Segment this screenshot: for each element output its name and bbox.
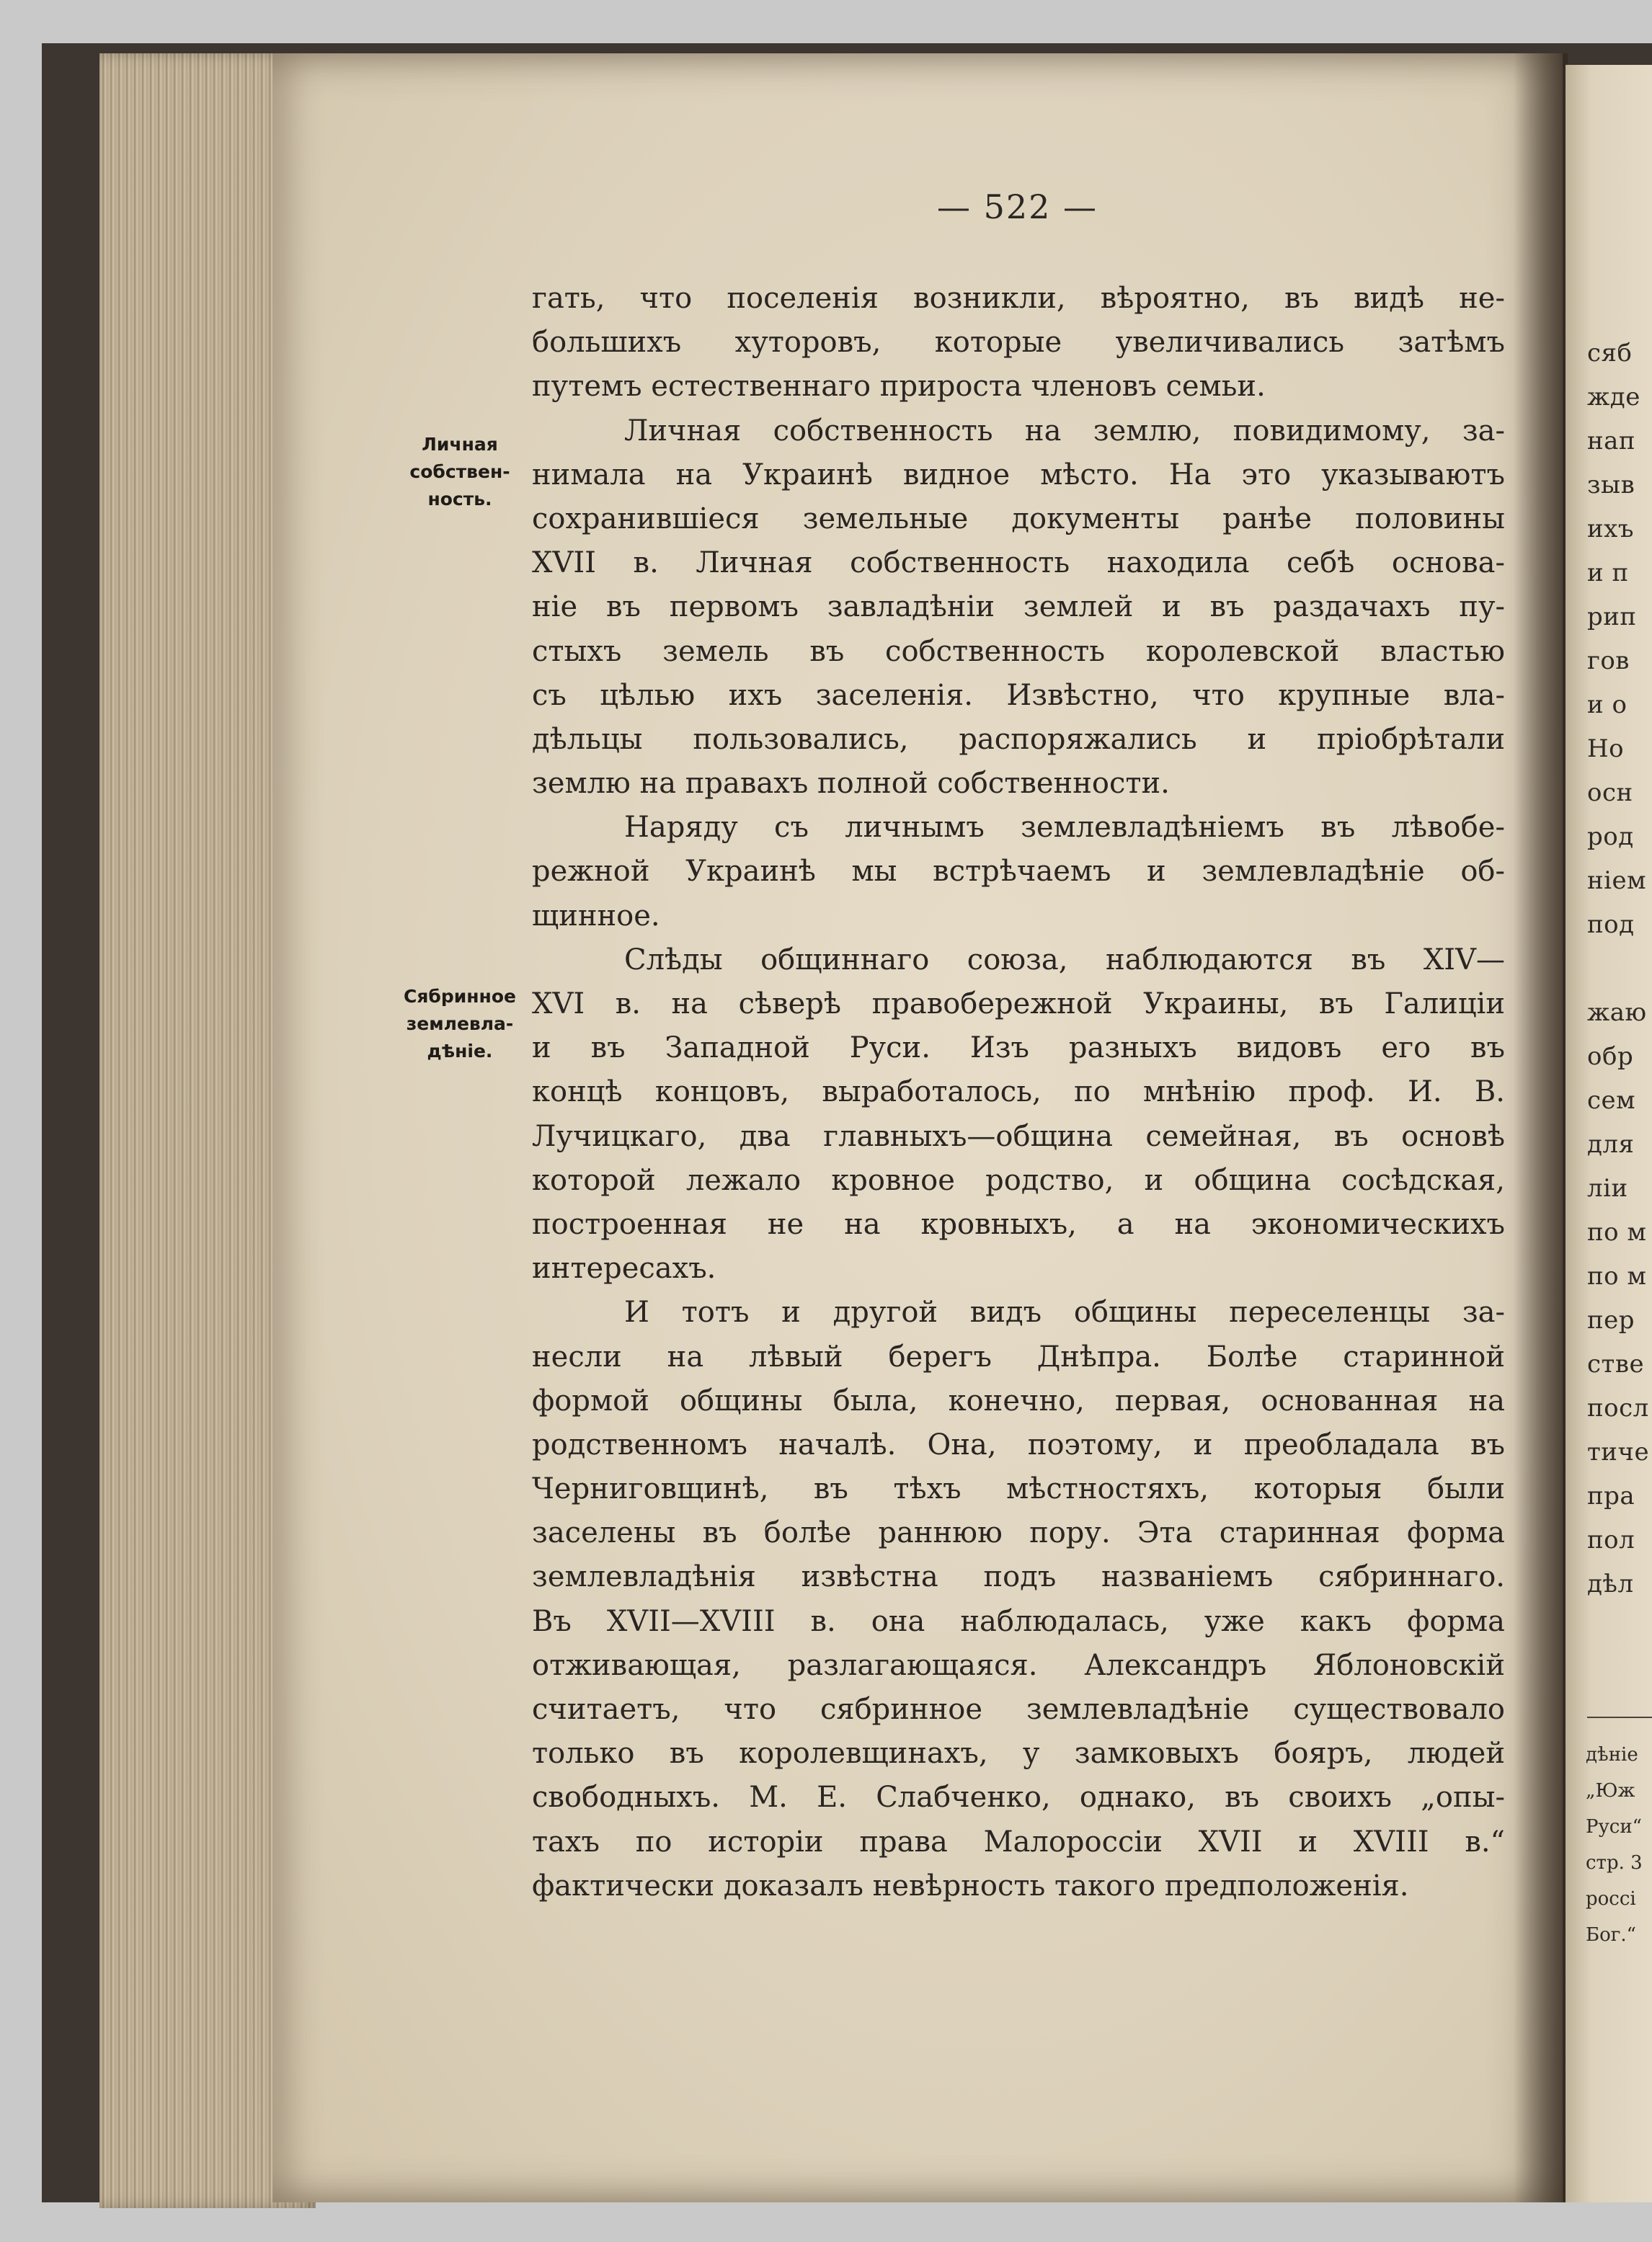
text-line: Наряду съ личнымъ землевладѣніемъ въ лѣвобе- bbox=[624, 811, 1505, 845]
next-page-text-fragment: осн bbox=[1587, 778, 1633, 807]
next-page-text-fragment: пер bbox=[1587, 1306, 1635, 1335]
next-page-text-fragment: сем bbox=[1587, 1086, 1636, 1115]
text-line: фактически доказалъ невѣрность такого предположенія. bbox=[532, 1869, 1409, 1903]
next-page-text-fragment: Но bbox=[1587, 734, 1625, 763]
text-line: родственномъ началѣ. Она, поэтому, и преобладала въ bbox=[532, 1428, 1505, 1462]
page-number: — 522 — bbox=[937, 187, 1098, 226]
next-page-text-fragment: дѣл bbox=[1587, 1570, 1634, 1598]
text-line: дѣльцы пользовались, распоряжались и пріобрѣтали bbox=[532, 722, 1505, 756]
margin-note-line: собствен- bbox=[409, 461, 510, 482]
text-line: щинное. bbox=[532, 899, 660, 933]
text-line: съ цѣлью ихъ заселенія. Извѣстно, что крупные вла- bbox=[532, 678, 1505, 712]
footnote-rule bbox=[1587, 1717, 1652, 1718]
text-line: сохранившіеся земельные документы ранѣе половины bbox=[532, 502, 1505, 535]
text-line: стыхъ земель въ собственность королевской властью bbox=[532, 634, 1505, 668]
next-page-text-fragment: лiи bbox=[1587, 1174, 1628, 1203]
next-page-text-fragment: обр bbox=[1587, 1042, 1634, 1071]
text-line: и въ Западной Руси. Изъ разныхъ видовъ его въ bbox=[532, 1031, 1505, 1065]
text-line: И тотъ и другой видъ общины переселенцы за- bbox=[624, 1296, 1505, 1330]
next-page-text-fragment: пол bbox=[1587, 1526, 1635, 1554]
text-line: интересахъ. bbox=[532, 1252, 716, 1286]
text-line: Личная собственность на землю, повидимому, за- bbox=[624, 414, 1505, 448]
text-line: которой лежало кровное родство, и община сосѣдская, bbox=[532, 1163, 1505, 1197]
next-page-text-fragment: для bbox=[1587, 1130, 1635, 1159]
next-page-footnote-fragment: Бог.“ bbox=[1586, 1924, 1636, 1946]
text-line: ніе въ первомъ завладѣніи землей и въ раздачахъ пу- bbox=[532, 590, 1505, 624]
text-line: Слѣды общиннаго союза, наблюдаются въ XIV— bbox=[624, 943, 1505, 977]
next-page-text-fragment: жде bbox=[1587, 383, 1640, 412]
next-page-text-fragment: ихъ bbox=[1587, 515, 1634, 543]
next-page-fragment bbox=[1566, 65, 1652, 2202]
next-page-text-fragment: рип bbox=[1587, 602, 1637, 631]
text-line: XVII в. Личная собственность находила себѣ основа- bbox=[532, 546, 1505, 580]
text-line: Черниговщинѣ, въ тѣхъ мѣстностяхъ, которыя были bbox=[532, 1472, 1505, 1506]
next-page-text-fragment: жаю bbox=[1587, 998, 1647, 1027]
margin-note-line: землевла- bbox=[406, 1013, 514, 1034]
margin-note-personal-property bbox=[388, 431, 532, 513]
text-line: несли на лѣвый берегъ Днѣпра. Болѣе старинной bbox=[532, 1340, 1505, 1374]
text-line: отживающая, разлагающаяся. Александръ Яблоновскій bbox=[532, 1648, 1505, 1682]
next-page-text-fragment: сяб bbox=[1587, 339, 1633, 368]
book-gutter-shadow bbox=[1514, 53, 1568, 2202]
text-line: только въ королевщинахъ, у замковыхъ бояръ, людей bbox=[532, 1737, 1505, 1771]
next-page-footnote-fragment: „Юж bbox=[1586, 1780, 1635, 1802]
next-page-footnote-fragment: россi bbox=[1586, 1888, 1636, 1910]
next-page-text-fragment: нап bbox=[1587, 427, 1636, 455]
margin-note-sabrinnoe bbox=[388, 983, 532, 1065]
next-page-text-fragment: зыв bbox=[1587, 471, 1635, 499]
text-line: Лучицкаго, два главныхъ—община семейная, въ основѣ bbox=[532, 1119, 1505, 1153]
next-page-text-fragment: пра bbox=[1587, 1482, 1635, 1511]
next-page-text-fragment: род bbox=[1587, 822, 1634, 851]
next-page-text-fragment: по м bbox=[1587, 1262, 1647, 1291]
next-page-footnote-fragment: Руси“ bbox=[1586, 1816, 1642, 1838]
text-line: режной Украинѣ мы встрѣчаемъ и землевладѣніе об- bbox=[532, 855, 1505, 889]
margin-note-line: Сябринное bbox=[404, 986, 516, 1007]
text-line: землевладѣнія извѣстна подъ названіемъ сябриннаго. bbox=[532, 1560, 1505, 1594]
margin-note-line: ность. bbox=[427, 489, 492, 510]
next-page-text-fragment: под bbox=[1587, 910, 1635, 939]
next-page-text-fragment: гов bbox=[1587, 646, 1630, 675]
text-line: нимала на Украинѣ видное мѣсто. На это указываютъ bbox=[532, 458, 1505, 491]
next-page-text-fragment: по м bbox=[1587, 1218, 1647, 1247]
text-line: путемъ естественнаго прироста членовъ семьи. bbox=[532, 370, 1266, 404]
next-page-text-fragment: и о bbox=[1587, 690, 1627, 719]
next-page-text-fragment: посл bbox=[1587, 1394, 1649, 1423]
next-page-text-fragment: и п bbox=[1587, 559, 1629, 587]
text-line: заселены въ болѣе раннюю пору. Эта старинная форма bbox=[532, 1516, 1505, 1550]
next-page-text-fragment: тичe bbox=[1587, 1438, 1650, 1467]
text-line: гать, что поселенія возникли, вѣроятно, въ видѣ не- bbox=[532, 282, 1505, 315]
next-page-footnote-fragment: стр. 3 bbox=[1586, 1852, 1643, 1874]
text-line: землю на правахъ полной собственности. bbox=[532, 767, 1170, 801]
next-page-text-fragment: нiем bbox=[1587, 866, 1647, 895]
text-line: Въ XVII—XVIII в. она наблюдалась, уже какъ форма bbox=[532, 1604, 1505, 1638]
text-line: формой общины была, конечно, первая, основанная на bbox=[532, 1384, 1505, 1418]
margin-note-line: Личная bbox=[422, 434, 498, 455]
text-line: построенная не на кровныхъ, а на экономическихъ bbox=[532, 1207, 1505, 1241]
text-line: XVI в. на сѣверѣ правобережной Украины, въ Галиціи bbox=[532, 987, 1505, 1020]
text-line: большихъ хуторовъ, которые увеличивались затѣмъ bbox=[532, 326, 1505, 360]
body-text bbox=[532, 277, 1505, 1908]
text-line: концѣ концовъ, выработалось, по мнѣнію проф. И. В. bbox=[532, 1075, 1505, 1109]
next-page-footnote-fragment: дѣніе bbox=[1586, 1744, 1638, 1766]
text-line: считаетъ, что сябринное землевладѣніе существовало bbox=[532, 1693, 1505, 1726]
next-page-text-fragment: стве bbox=[1587, 1350, 1645, 1379]
text-line: свободныхъ. М. Е. Слабченко, однако, въ своихъ „опы- bbox=[532, 1781, 1505, 1815]
margin-note-line: дѣніе. bbox=[427, 1041, 493, 1062]
text-line: тахъ по исторіи права Малороссіи XVII и XVIII в.“ bbox=[532, 1825, 1505, 1859]
